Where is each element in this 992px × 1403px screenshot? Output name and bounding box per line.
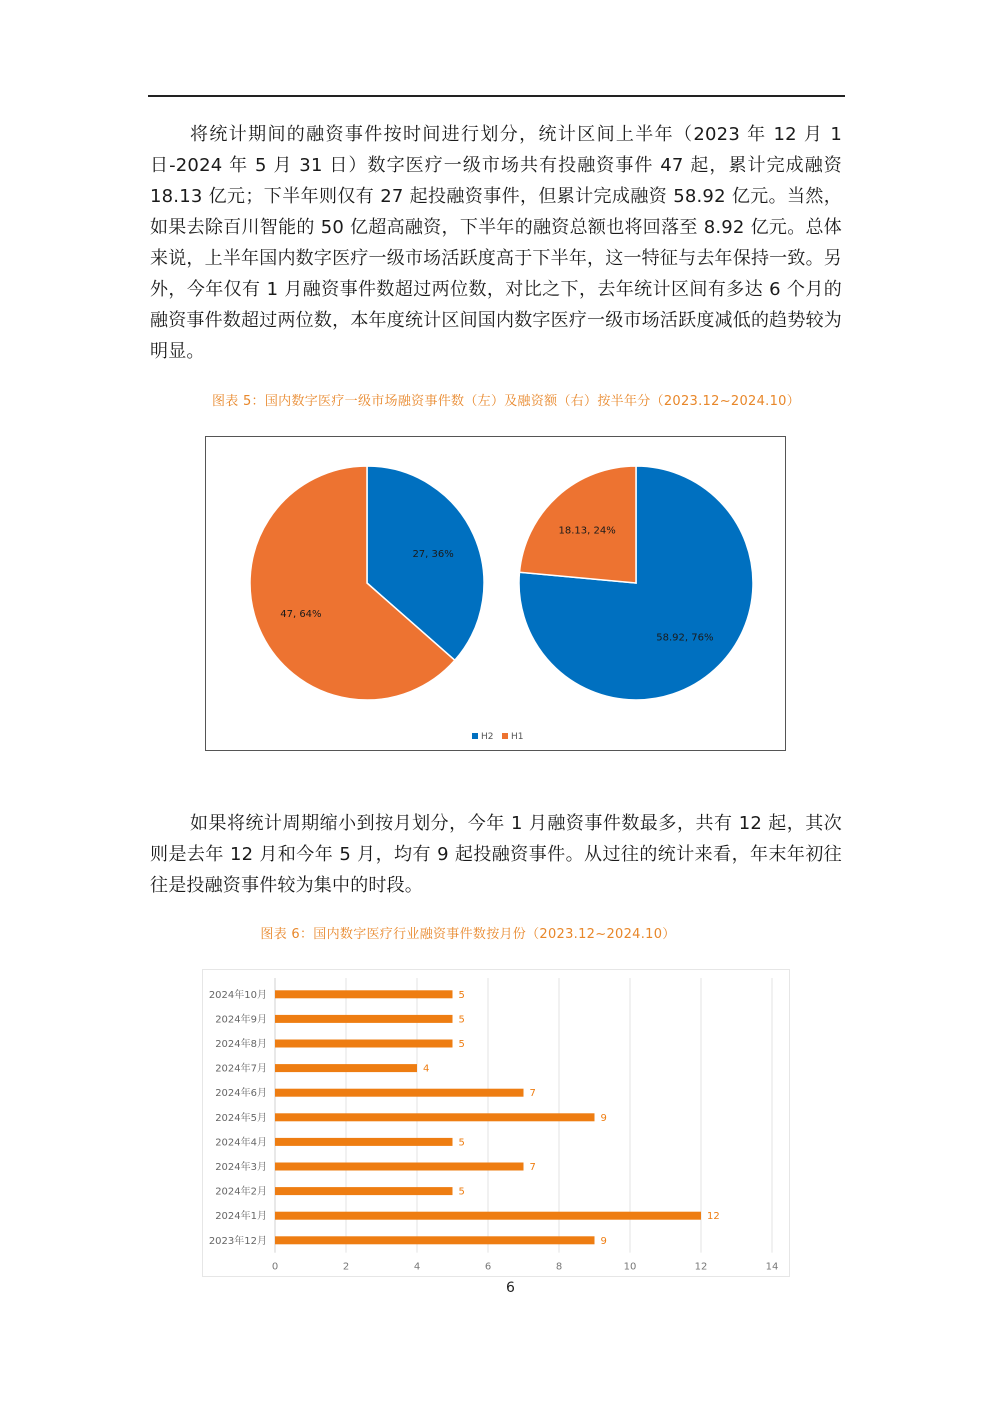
pie1-label-h2: 27, 36% xyxy=(412,549,454,561)
pie2-label-h2: 58.92, 76% xyxy=(656,632,714,644)
legend-label-h1: H1 xyxy=(511,732,524,742)
category-label: 2024年6月 xyxy=(215,1088,267,1100)
bar xyxy=(275,1212,701,1220)
bar-value-label: 9 xyxy=(600,1235,607,1247)
category-label: 2024年3月 xyxy=(215,1162,267,1173)
x-tick-label-8: 8 xyxy=(555,1261,563,1273)
x-tick-label-12: 12 xyxy=(694,1261,708,1273)
category-label: 2024年2月 xyxy=(215,1186,267,1198)
bar xyxy=(275,990,453,998)
bar xyxy=(275,1040,453,1048)
bar-value-label: 7 xyxy=(529,1162,536,1173)
x-tick-label-0: 0 xyxy=(271,1261,279,1273)
bar xyxy=(275,1113,595,1121)
category-label: 2023年12月 xyxy=(208,1235,267,1247)
category-label: 2024年10月 xyxy=(208,989,267,1001)
legend-swatch-h2 xyxy=(472,733,478,739)
x-tick-label-10: 10 xyxy=(623,1261,637,1273)
bar-value-label: 5 xyxy=(458,1137,465,1149)
pie-charts-figure xyxy=(205,436,786,751)
category-label: 2024年9月 xyxy=(215,1014,267,1026)
bar xyxy=(275,1236,595,1244)
page-number: 6 xyxy=(506,1280,515,1296)
legend-label-h2: H2 xyxy=(481,732,494,742)
category-label: 2024年8月 xyxy=(215,1039,267,1050)
header-rule xyxy=(148,95,845,97)
figure-caption-6: 图表 6：国内数字医疗行业融资事件数按月份（2023.12~2024.10） xyxy=(260,927,676,942)
bar-value-label: 4 xyxy=(423,1063,430,1075)
bar xyxy=(275,1064,417,1072)
bar xyxy=(275,1089,524,1097)
bar-value-label: 5 xyxy=(458,989,465,1001)
bar xyxy=(275,1187,453,1195)
category-label: 2024年5月 xyxy=(215,1112,267,1124)
bar-value-label: 9 xyxy=(600,1112,607,1124)
bar-value-label: 12 xyxy=(707,1211,720,1223)
pie2-label-h1: 18.13, 24% xyxy=(558,525,616,537)
x-tick-label-4: 4 xyxy=(413,1261,421,1273)
bar-value-label: 7 xyxy=(529,1088,536,1100)
bar xyxy=(275,1015,453,1023)
x-tick-label-2: 2 xyxy=(342,1261,350,1273)
bar-value-label: 5 xyxy=(458,1014,465,1026)
x-tick-label-6: 6 xyxy=(484,1261,492,1273)
bar-value-label: 5 xyxy=(458,1039,465,1050)
pie1-label-h1: 47, 64% xyxy=(280,608,322,620)
category-label: 2024年4月 xyxy=(215,1137,267,1149)
category-label: 2024年1月 xyxy=(215,1211,267,1223)
figure-caption-5: 图表 5：国内数字医疗一级市场融资事件数（左）及融资额（右）按半年分（2023.12~2024.10） xyxy=(211,394,801,409)
bar xyxy=(275,1163,524,1171)
x-tick-label-14: 14 xyxy=(765,1261,779,1273)
pie-charts-svg xyxy=(206,437,785,750)
category-label: 2024年7月 xyxy=(215,1063,267,1075)
legend-swatch-h1 xyxy=(502,733,508,739)
bar-chart-figure xyxy=(202,969,790,1277)
body-paragraph-2: 如果将统计周期缩小到按月划分，今年 1 月融资事件数最多，共有 12 起，其次则是去年 12 月和今年 5 月，均有 9 起投融资事件。从过往的统计来看，年末年初往往是投融资事件较为集中的时段。 xyxy=(150,813,842,896)
bar-value-label: 5 xyxy=(458,1186,465,1198)
body-paragraph-1: 将统计期间的融资事件按时间进行划分，统计区间上半年（2023 年 12 月 1 日-2024 年 5 月 31 日）数字医疗一级市场共有投融资事件 47 起，累计完成融资 18.13 亿元；下半年则仅有 27 起投融资事件，但累计完成融资 58.92 亿元。当然，如果去除百川智能的 50 亿超高融资，下半年的融资总额也将回落至 8.92 亿元。总体来说，上半年国内数字医疗一级市场活跃度高于下半年，这一特征与去年保持一致。另外，今年仅有 1 月融资事件数超过两位数，对比之下，去年统计区间有多达 6 个月的融资事件数超过两位数，本年度统计区间国内数字医疗一级市场活跃度减低的趋势较为明显。 xyxy=(150,124,842,362)
bar-chart-svg xyxy=(203,970,789,1276)
bar xyxy=(275,1138,453,1146)
